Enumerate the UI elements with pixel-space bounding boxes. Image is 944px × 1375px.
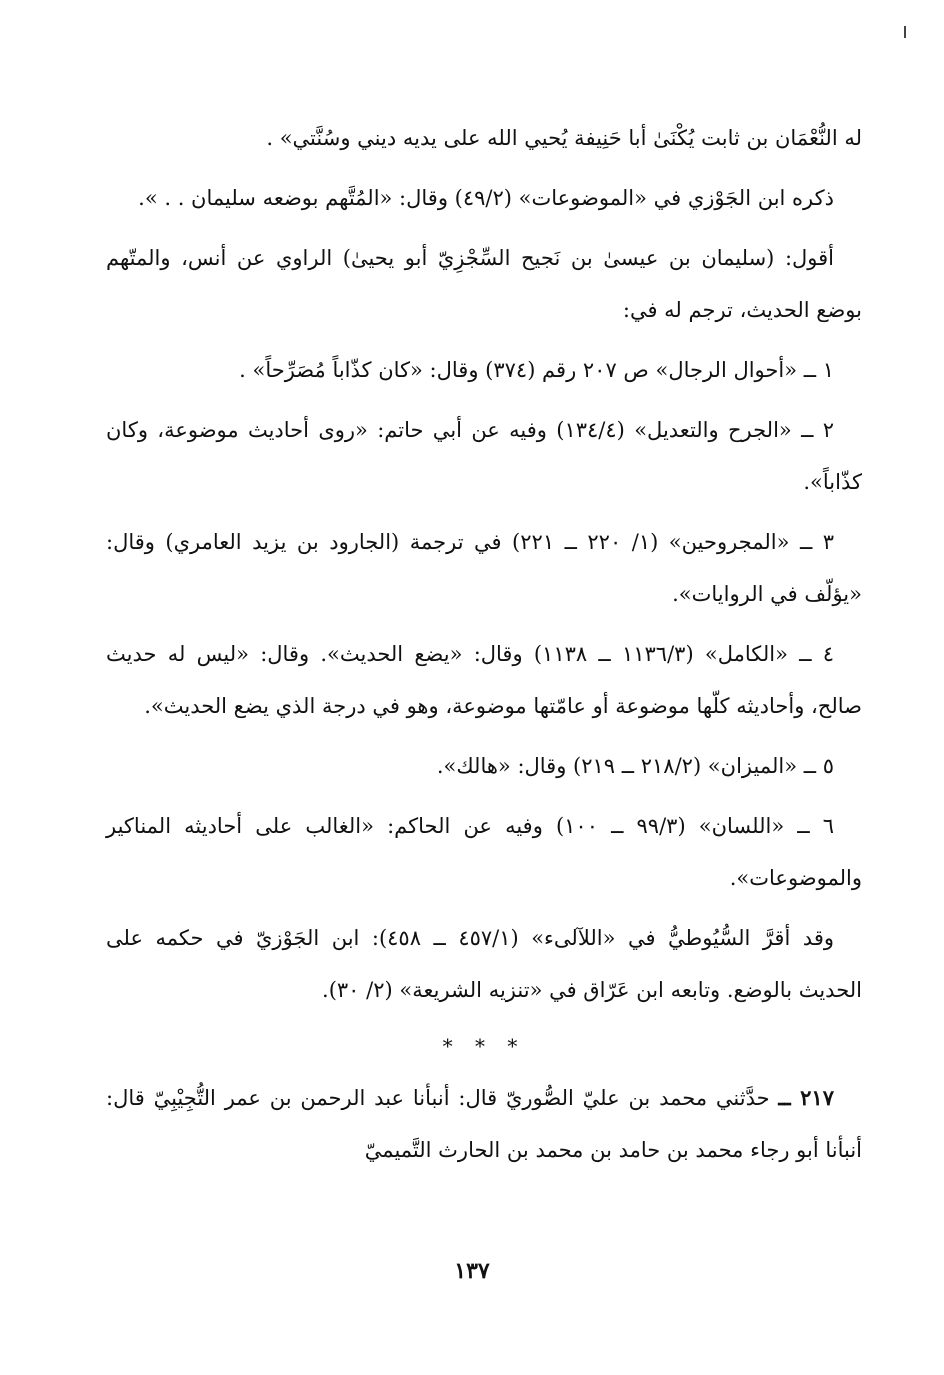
reference-item-5: ٥ ــ «الميزان» (٢١٨/٢ ــ ٢١٩) وقال: «هالك». bbox=[436, 754, 834, 778]
hadith-text: حدَّثني محمد بن عليّ الصُّوريّ قال: أنبأنا عبد الرحمن بن عمر التُّجِيْبِيّ قال: أنبأنا أبو رجاء محمد بن حامد بن محمد بن الحارث التَّميميّ bbox=[106, 1086, 862, 1162]
reference-item-2: ٢ ــ «الجرح والتعديل» (١٣٤/٤) وفيه عن أبي حاتم: «روى أحاديث موضوعة، وكان كذّاباً». bbox=[106, 418, 862, 494]
page-number: ١٣٧ bbox=[454, 1258, 490, 1284]
paragraph-ibn-jawzi: ذكره ابن الجَوْزي في «الموضوعات» (٤٩/٢) وقال: «المُتَّهم بوضعه سليمان . . ». bbox=[138, 186, 834, 210]
section-separator: * * * bbox=[442, 1034, 526, 1058]
paragraph-continuation: له النُّعْمَان بن ثابت يُكْنَىٰ أبا حَنِيفة يُحيي الله على يديه ديني وسُنَّتي» . bbox=[266, 126, 862, 150]
reference-item-4: ٤ ــ «الكامل» (١١٣٦/٣ ــ ١١٣٨) وقال: «يضع الحديث». وقال: «ليس له حديث صالح، وأحاديثه كلّها موضوعة أو عامّتها موضوعة، وهو في درجة الذي يضع الحديث». bbox=[106, 642, 862, 718]
page-body bbox=[106, 112, 862, 1184]
paragraph-suyuti: وقد أقرَّ السُّيُوطيُّ في «اللآلىء» (٤٥٧/١ ــ ٤٥٨): ابن الجَوْزيّ في حكمه على الحديث بالوضع. وتابعه ابن عَرّاق في «تنزيه الشريعة» (٢/ ٣٠). bbox=[106, 926, 862, 1002]
reference-item-6: ٦ ــ «اللسان» (٩٩/٣ ــ ١٠٠) وفيه عن الحاكم: «الغالب على أحاديثه المناكير والموضوعات». bbox=[106, 814, 862, 890]
paragraph-aqool: أقول: (سليمان بن عيسىٰ بن نَجيح السِّجْزِيّ أبو يحيىٰ) الراوي عن أنس، والمتّهم بوضع الحديث، ترجم له في: bbox=[106, 246, 862, 322]
hadith-paragraph bbox=[106, 1072, 862, 1176]
scan-mark bbox=[904, 26, 906, 38]
hadith-number: ٢١٧ ــ bbox=[778, 1085, 834, 1110]
reference-item-3: ٣ ــ «المجروحين» (١/ ٢٢٠ ــ ٢٢١) في ترجمة (الجارود بن يزيد العامري) وقال: «يؤلّف في الروايات». bbox=[106, 530, 862, 606]
reference-item-1: ١ ــ «أحوال الرجال» ص ٢٠٧ رقم (٣٧٤) وقال: «كان كذّاباً مُصَرِّحاً» . bbox=[239, 358, 834, 382]
